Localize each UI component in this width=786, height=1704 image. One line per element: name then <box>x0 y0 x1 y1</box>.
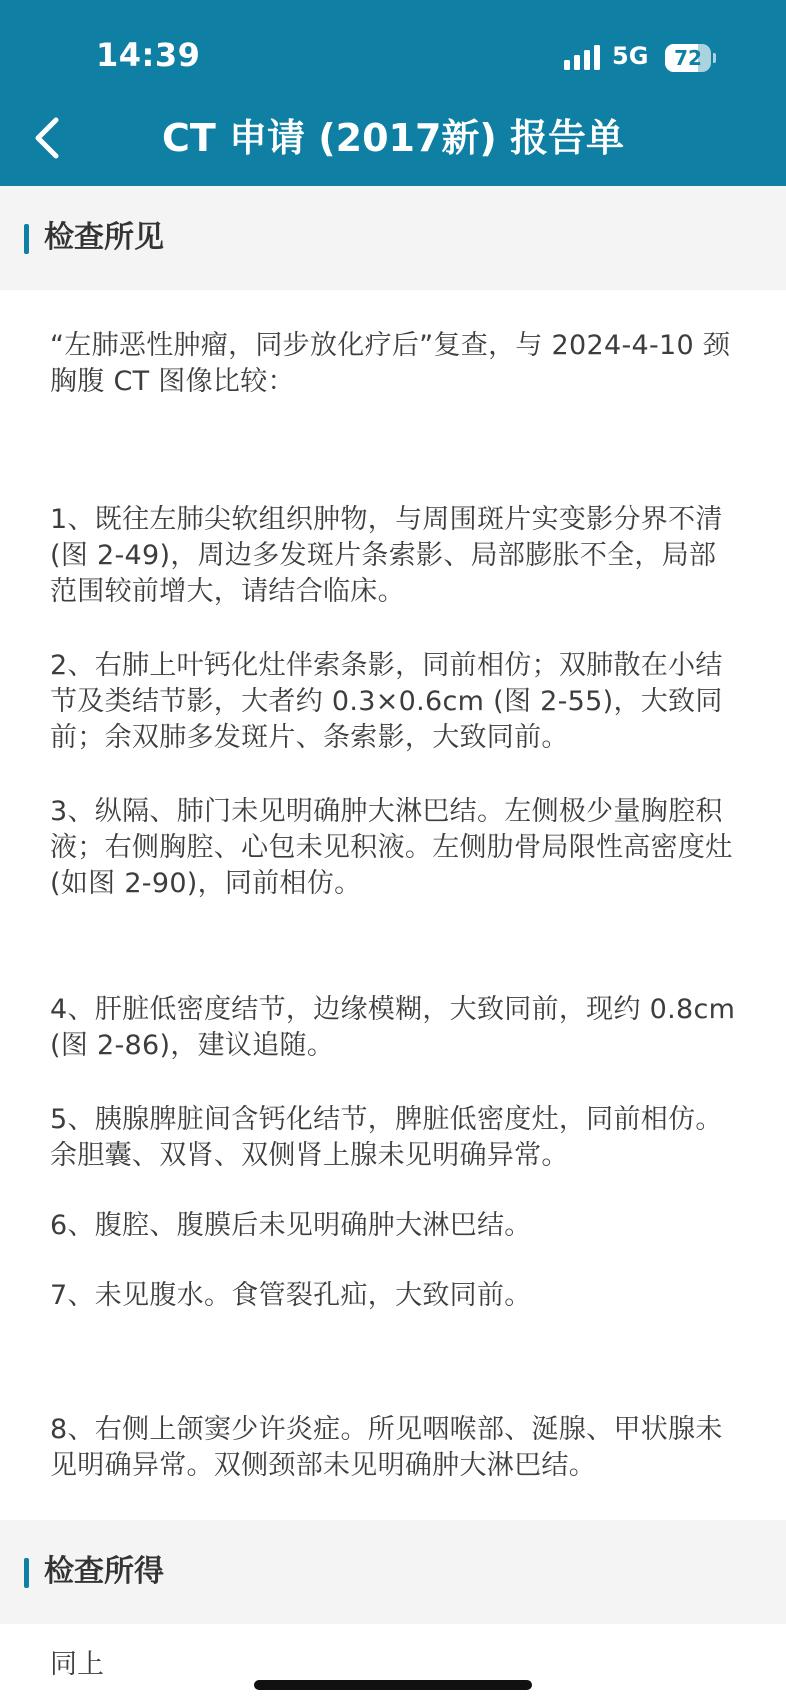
battery-level: 72 <box>674 46 702 70</box>
app-header <box>0 0 786 186</box>
home-indicator[interactable] <box>254 1680 532 1690</box>
network-type: 5G <box>612 42 649 70</box>
section-accent-bar <box>24 1558 29 1588</box>
page-title: CT 申请 (2017新) 报告单 <box>162 116 624 160</box>
chevron-left-icon[interactable] <box>26 108 70 168</box>
findings-body <box>0 290 786 1520</box>
findings-intro: “左肺恶性肿瘤，同步放化疗后”复查，与 2024-4-10 颈胸腹 CT 图像比较： <box>50 330 731 397</box>
findings-section-header <box>0 186 786 290</box>
finding-item-6: 6、腹腔、腹膜后未见明确肿大淋巴结。 <box>50 1210 532 1241</box>
finding-item-7: 7、未见腹水。食管裂孔疝，大致同前。 <box>50 1280 532 1311</box>
findings-title: 检查所见 <box>44 220 164 255</box>
finding-item-1: 1、既往左肺尖软组织肿物，与周围斑片实变影分界不清 (图 2-49)，周边多发斑片条索影、局部膨胀不全，局部范围较前增大，请结合临床。 <box>50 504 723 607</box>
signal-bars-icon <box>562 44 602 72</box>
finding-item-5: 5、胰腺脾脏间含钙化结节，脾脏低密度灶，同前相仿。余胆囊、双肾、双侧肾上腺未见明确异常。 <box>50 1104 723 1171</box>
finding-item-8: 8、右侧上颌窦少许炎症。所见咽喉部、涎腺、甲状腺未见明确异常。双侧颈部未见明确肿大淋巴结。 <box>50 1414 723 1481</box>
finding-item-3: 3、纵隔、肺门未见明确肿大淋巴结。左侧极少量胸腔积液；右侧胸腔、心包未见积液。左侧肋骨局限性高密度灶 (如图 2-90)，同前相仿。 <box>50 796 733 899</box>
section-accent-bar <box>24 224 29 254</box>
battery-icon <box>665 44 717 72</box>
status-time: 14:39 <box>96 36 201 74</box>
finding-item-2: 2、右肺上叶钙化灶伴索条影，同前相仿；双肺散在小结节及类结节影，大者约 0.3×0.6cm (图 2-55)，大致同前；余双肺多发斑片、条索影，大致同前。 <box>50 650 723 753</box>
conclusion-text: 同上 <box>50 1649 104 1680</box>
conclusion-section-header <box>0 1520 786 1624</box>
finding-item-4: 4、肝脏低密度结节，边缘模糊，大致同前，现约 0.8cm (图 2-86)，建议追随。 <box>50 994 736 1061</box>
conclusion-title: 检查所得 <box>44 1554 164 1589</box>
